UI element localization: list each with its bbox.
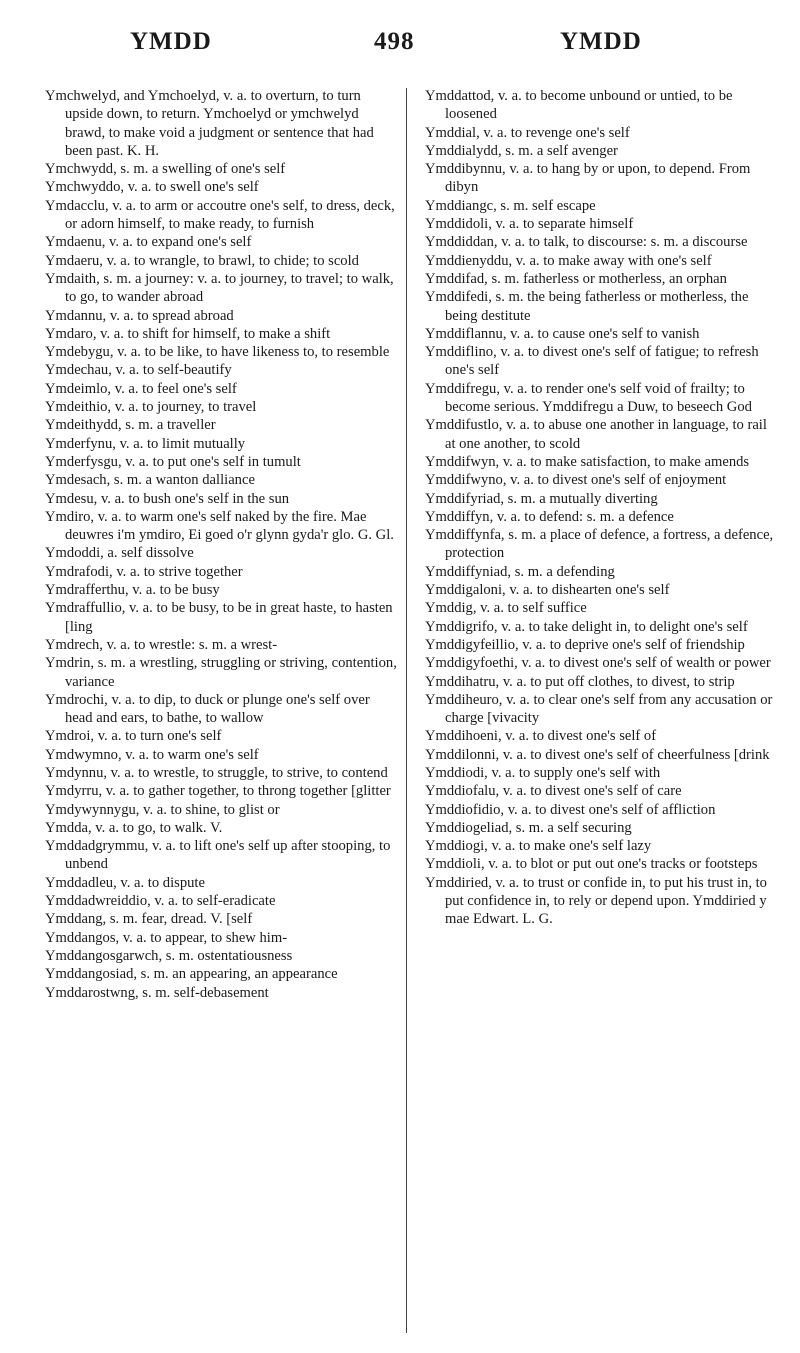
- dictionary-entry: Ymddibynnu, v. a. to hang by or upon, to depend. From dibyn: [425, 161, 751, 196]
- dictionary-entry: Ymdrafodi, v. a. to strive together: [45, 563, 243, 580]
- dictionary-entry: Ymdrech, v. a. to wrestle: s. m. a wrest-: [45, 636, 278, 653]
- dictionary-entry: Ymchwyddo, v. a. to swell one's self: [45, 179, 259, 196]
- dictionary-entry: Ymddadwreiddio, v. a. to self-eradicate: [45, 893, 276, 910]
- column-divider: [406, 88, 407, 1333]
- dictionary-entry: Ymddangosiad, s. m. an appearing, an appearance: [45, 966, 338, 983]
- dictionary-entry: Ymddiffynfa, s. m. a place of defence, a fortress, a defence, protection: [425, 527, 774, 562]
- dictionary-entry: Ymdechau, v. a. to self-beautify: [45, 362, 232, 379]
- header-left-guideword: YMDD: [130, 28, 212, 55]
- page-number: 498: [374, 28, 415, 55]
- left-column: [45, 87, 397, 1002]
- dictionary-entry: Ymddangos, v. a. to appear, to shew him-: [45, 929, 288, 946]
- dictionary-entry: Ymddifwyno, v. a. to divest one's self of enjoyment: [425, 472, 727, 489]
- dictionary-entry: Ymdwymno, v. a. to warm one's self: [45, 746, 259, 763]
- dictionary-entry: Ymddadgrymmu, v. a. to lift one's self up after stooping, to unbend: [45, 838, 391, 873]
- dictionary-entry: Ymdoddi, a. self dissolve: [45, 545, 194, 562]
- dictionary-entry: Ymddiofalu, v. a. to divest one's self of care: [425, 783, 682, 800]
- dictionary-entry: Ymdaith, s. m. a journey: v. a. to journey, to travel; to walk, to go, to wander abroad: [45, 270, 394, 306]
- dictionary-entry: Ymddifregu, v. a. to render one's self void of frailty; to become serious. Ymddifregu a Duw, to beseech God: [425, 380, 752, 416]
- dictionary-entry: Ymdesu, v. a. to bush one's self in the sun: [45, 490, 290, 507]
- dictionary-entry: Ymdaeru, v. a. to wrangle, to brawl, to chide; to scold: [45, 252, 359, 269]
- dictionary-entry: Ymdywynnygu, v. a. to shine, to glist or: [45, 801, 280, 818]
- dictionary-entry: Ymddiofidio, v. a. to divest one's self of affliction: [425, 801, 716, 818]
- dictionary-entry: Ymddigyfoethi, v. a. to divest one's self of wealth or power: [425, 655, 771, 672]
- dictionary-entry: Ymdacclu, v. a. to arm or accoutre one's self, to dress, deck, or adorn himself, to make ready, to furnish: [45, 197, 395, 233]
- dictionary-entry: Ymddifyriad, s. m. a mutually diverting: [425, 490, 658, 507]
- dictionary-entry: Ymdraffullio, v. a. to be busy, to be in great haste, to hasten [ling: [45, 600, 393, 635]
- dictionary-entry: Ymddifustlo, v. a. to abuse one another in language, to rail at one another, to scold: [425, 417, 767, 452]
- dictionary-entry: Ymdroi, v. a. to turn one's self: [45, 728, 222, 745]
- dictionary-entry: Ymdebygu, v. a. to be like, to have likeness to, to resemble: [45, 344, 390, 361]
- dictionary-entry: Ymdyrru, v. a. to gather together, to throng together [glitter: [45, 783, 391, 800]
- dictionary-entry: Ymddiflino, v. a. to divest one's self of fatigue; to refresh one's self: [425, 344, 759, 379]
- page-header: [0, 28, 800, 68]
- dictionary-entry: Ymdrin, s. m. a wrestling, struggling or striving, contention, variance: [45, 655, 397, 690]
- dictionary-entry: Ymddiffyn, v. a. to defend: s. m. a defence: [425, 508, 674, 525]
- dictionary-entry: Ymdda, v. a. to go, to walk. V.: [45, 819, 223, 836]
- dictionary-entry: Ymdaro, v. a. to shift for himself, to make a shift: [45, 325, 331, 342]
- dictionary-entry: Ymdrafferthu, v. a. to be busy: [45, 582, 220, 599]
- dictionary-entry: Ymdeithio, v. a. to journey, to travel: [45, 399, 257, 416]
- dictionary-entry: Ymchwelyd, and Ymchoelyd, v. a. to overturn, to turn upside down, to return. Ymchoelyd or ymchwelyd brawd, to make void a judgment or sentence that had been past. K. H.: [45, 88, 374, 159]
- dictionary-entry: Ymdaenu, v. a. to expand one's self: [45, 234, 252, 251]
- dictionary-entry: Ymddiodi, v. a. to supply one's self with: [425, 764, 661, 781]
- dictionary-entry: Ymddang, s. m. fear, dread. V. [self: [45, 911, 253, 928]
- dictionary-entry: Ymddigyfeillio, v. a. to deprive one's self of friendship: [425, 636, 745, 653]
- dictionary-entry: Ymddiflannu, v. a. to cause one's self to vanish: [425, 325, 700, 342]
- dictionary-entry: Ymderfysgu, v. a. to put one's self in tumult: [45, 453, 301, 470]
- dictionary-entry: Ymdiro, v. a. to warm one's self naked by the fire. Mae deuwres i'm ymdiro, Ei goed o'r glynn gyda'r glo. G. Gl.: [45, 508, 394, 544]
- dictionary-entry: Ymddadleu, v. a. to dispute: [45, 874, 205, 891]
- dictionary-entry: Ymddiddan, v. a. to talk, to discourse: s. m. a discourse: [425, 234, 748, 251]
- dictionary-entry: Ymdrochi, v. a. to dip, to duck or plunge one's self over head and ears, to bathe, to wallow: [45, 691, 370, 727]
- dictionary-entry: Ymdeimlo, v. a. to feel one's self: [45, 380, 237, 397]
- dictionary-entry: Ymddigrifo, v. a. to take delight in, to delight one's self: [425, 618, 748, 635]
- dictionary-entry: Ymdesach, s. m. a wanton dalliance: [45, 472, 255, 489]
- dictionary-entry: Ymddihoeni, v. a. to divest one's self of: [425, 728, 657, 745]
- dictionary-entry: Ymddigaloni, v. a. to dishearten one's self: [425, 582, 670, 599]
- dictionary-entry: Ymddifedi, s. m. the being fatherless or motherless, the being destitute: [425, 289, 749, 324]
- dictionary-entry: Ymddarostwng, s. m. self-debasement: [45, 984, 269, 1001]
- dictionary-entry: Ymddattod, v. a. to become unbound or untied, to be loosened: [425, 88, 733, 123]
- dictionary-entry: Ymddioli, v. a. to blot or put out one's tracks or footsteps: [425, 856, 758, 873]
- dictionary-entry: Ymdannu, v. a. to spread abroad: [45, 307, 234, 324]
- dictionary-entry: Ymddial, v. a. to revenge one's self: [425, 124, 630, 141]
- dictionary-entry: Ymddiffyniad, s. m. a defending: [425, 563, 615, 580]
- dictionary-entry: Ymderfynu, v. a. to limit mutually: [45, 435, 246, 452]
- dictionary-entry: Ymddiangc, s. m. self escape: [425, 197, 596, 214]
- dictionary-entry: Ymddifwyn, v. a. to make satisfaction, to make amends: [425, 453, 750, 470]
- dictionary-entry: Ymddangosgarwch, s. m. ostentatiousness: [45, 947, 293, 964]
- right-column: [425, 87, 781, 929]
- header-right-guideword: YMDD: [560, 28, 642, 55]
- dictionary-entry: Ymddialydd, s. m. a self avenger: [425, 142, 618, 159]
- dictionary-entry: Ymddiogeliad, s. m. a self securing: [425, 819, 632, 836]
- dictionary-entry: Ymddidoli, v. a. to separate himself: [425, 216, 634, 233]
- dictionary-entry: Ymddiried, v. a. to trust or confide in, to put his trust in, to put confidence in, to rely or depend upon. Ymddiried y mae Edwart. L. G.: [425, 874, 767, 928]
- dictionary-entry: Ymdeithydd, s. m. a traveller: [45, 417, 216, 434]
- dictionary-entry: Ymddilonni, v. a. to divest one's self of cheerfulness [drink: [425, 746, 770, 763]
- dictionary-entry: Ymddihatru, v. a. to put off clothes, to divest, to strip: [425, 673, 735, 690]
- dictionary-entry: Ymddiheuro, v. a. to clear one's self from any accusation or charge [vivacity: [425, 691, 773, 727]
- dictionary-entry: Ymdynnu, v. a. to wrestle, to struggle, to strive, to contend: [45, 764, 388, 781]
- dictionary-entry: Ymddifad, s. m. fatherless or motherless, an orphan: [425, 270, 727, 287]
- dictionary-entry: Ymchwydd, s. m. a swelling of one's self: [45, 161, 286, 178]
- dictionary-entry: Ymddiogi, v. a. to make one's self lazy: [425, 838, 652, 855]
- dictionary-entry: Ymddig, v. a. to self suffice: [425, 600, 587, 617]
- dictionary-entry: Ymddienyddu, v. a. to make away with one's self: [425, 252, 712, 269]
